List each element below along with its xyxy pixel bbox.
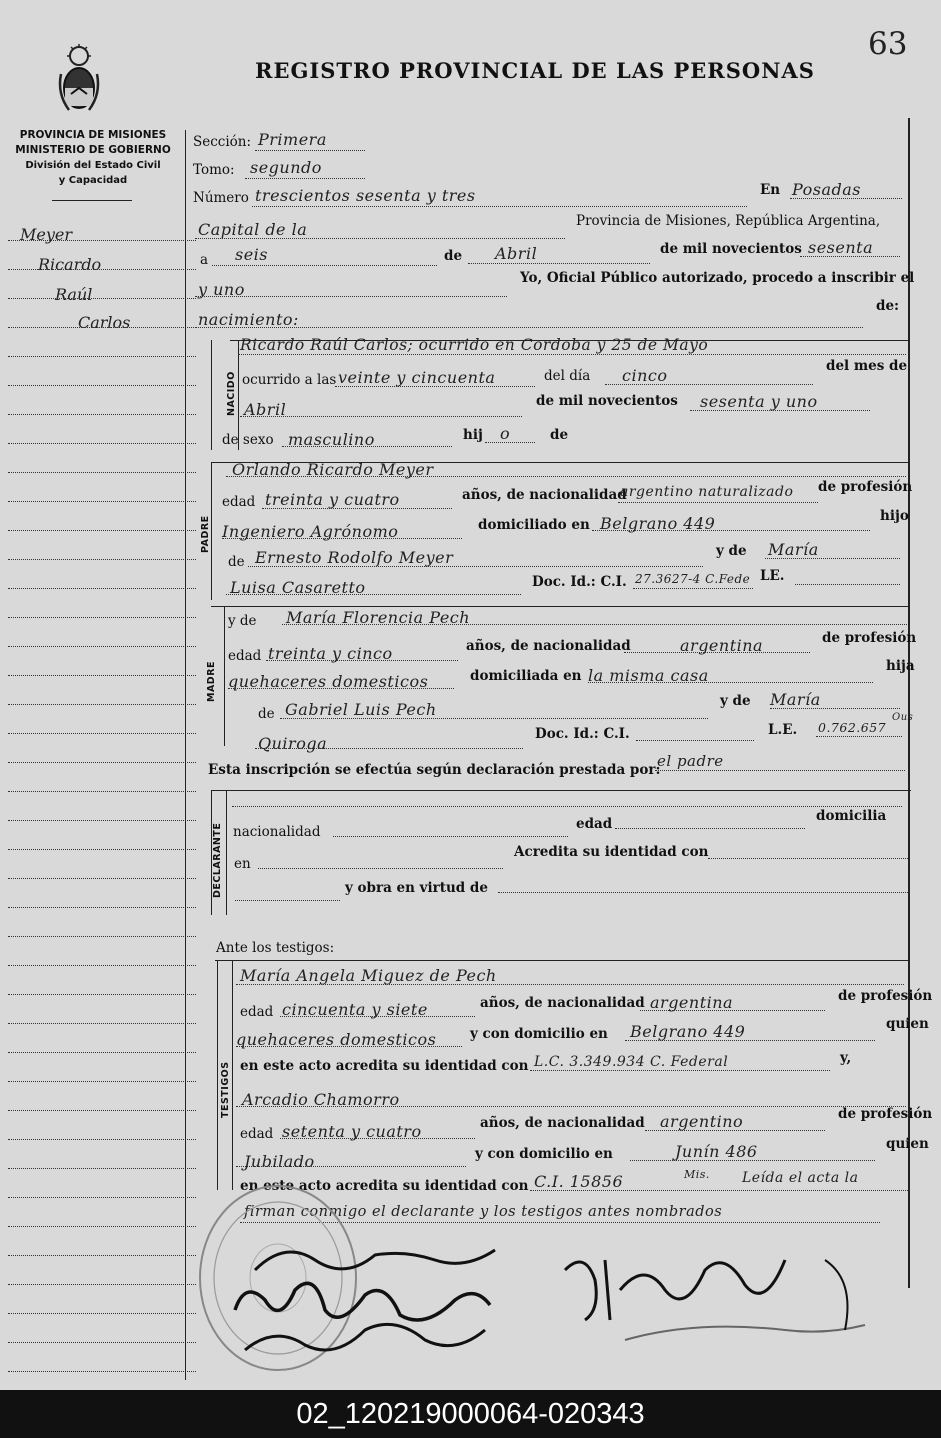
padre-de-label: de bbox=[228, 554, 245, 570]
margin-rule bbox=[8, 907, 196, 908]
header-division: División del Estado Civil bbox=[25, 160, 161, 171]
padre-dom-value: Belgrano 449 bbox=[600, 514, 716, 533]
margin-rule bbox=[8, 1168, 196, 1169]
hora-value: veinte y cincuenta bbox=[338, 368, 496, 387]
de-colon-label: de: bbox=[876, 298, 900, 314]
madre-y-de-label: y de bbox=[228, 613, 257, 629]
margin-rule bbox=[8, 1139, 196, 1140]
margin-rule bbox=[8, 733, 196, 734]
t1-acredita-label: en este acto acredita su identidad con bbox=[240, 1058, 529, 1074]
margin-name-4: Carlos bbox=[78, 313, 131, 332]
padre-doc-label: Doc. Id.: C.I. bbox=[532, 574, 627, 590]
margin-rule bbox=[8, 791, 196, 792]
margin-rule bbox=[8, 1052, 196, 1053]
margin-name-3: Raúl bbox=[55, 285, 93, 304]
t1-quien-label: quien bbox=[886, 1016, 929, 1032]
header-ministry: MINISTERIO DE GOBIERNO bbox=[15, 144, 171, 156]
t2-id-value: C.I. 15856 bbox=[534, 1172, 624, 1191]
margin-rule bbox=[8, 1081, 196, 1082]
de2-label: de bbox=[550, 427, 569, 443]
t1-dom-value: Belgrano 449 bbox=[630, 1022, 746, 1041]
madre-le-value: 0.762.657 bbox=[818, 720, 887, 735]
y-obra-label: y obra en virtud de bbox=[345, 880, 488, 896]
margin-rule bbox=[8, 1342, 196, 1343]
en-label: En bbox=[760, 182, 781, 198]
t2-edad-label: edad bbox=[240, 1126, 274, 1142]
t1-edad-label: edad bbox=[240, 1004, 274, 1020]
madre-de-label: de bbox=[258, 706, 275, 722]
t1-nac-value: argentina bbox=[650, 993, 734, 1012]
anio2-value: y uno bbox=[198, 280, 245, 299]
domiciliada-label: domiciliada en bbox=[470, 668, 582, 684]
testigo2-value: Arcadio Chamorro bbox=[242, 1090, 400, 1109]
dia-value: seis bbox=[235, 245, 269, 264]
testigo1-value: María Angela Miguez de Pech bbox=[240, 966, 497, 985]
margin-rule bbox=[8, 878, 196, 879]
margin-rule bbox=[8, 617, 196, 618]
t2-anos-label: años, de nacionalidad bbox=[480, 1115, 645, 1131]
margin-rule bbox=[8, 994, 196, 995]
margin-rule bbox=[8, 327, 196, 328]
ante-testigos-label: Ante los testigos: bbox=[216, 940, 335, 956]
abuela-m2-value: Quiroga bbox=[258, 734, 328, 753]
t1-id-value: L.C. 3.349.934 C. Federal bbox=[534, 1054, 729, 1070]
abuelo-m-value: Gabriel Luis Pech bbox=[285, 700, 437, 719]
declarante-en-label: en bbox=[234, 856, 251, 872]
abuela-p-value: María bbox=[768, 540, 819, 559]
padre-nac-value: argentino naturalizado bbox=[620, 484, 794, 500]
padre-ci-value: 27.3627-4 C.Fede bbox=[635, 572, 751, 586]
cierre2-value: firman conmigo el declarante y los testigos antes nombrados bbox=[244, 1204, 723, 1220]
hij-label: hij bbox=[463, 427, 483, 443]
margin-rule bbox=[8, 820, 196, 821]
margin-rule bbox=[8, 1284, 196, 1285]
t2-edad-value: setenta y cuatro bbox=[282, 1122, 422, 1141]
anio-nac-value: sesenta y uno bbox=[700, 392, 818, 411]
margin-rule bbox=[8, 646, 196, 647]
t2-dom-label: y con domicilio en bbox=[475, 1146, 613, 1162]
nacido-side-label: NACIDO bbox=[226, 371, 237, 416]
hij-suffix-value: o bbox=[500, 424, 511, 443]
margin-rule bbox=[8, 356, 196, 357]
padre-prof-label: de profesión bbox=[818, 479, 913, 495]
margin-rule bbox=[8, 675, 196, 676]
a-label: a bbox=[200, 252, 209, 268]
madre-anos-label: años, de nacionalidad bbox=[466, 638, 631, 654]
madre-le-label: L.E. bbox=[768, 722, 798, 738]
del-mes-label: del mes de bbox=[826, 358, 908, 374]
margin-rule bbox=[8, 269, 196, 270]
t2-nac-value: argentino bbox=[660, 1112, 744, 1131]
margin-rule bbox=[8, 936, 196, 937]
t2-acredita-label: en este acto acredita su identidad con bbox=[240, 1178, 529, 1194]
de-label: de bbox=[444, 248, 463, 264]
inscripcion-label: Esta inscripción se efectúa según declaración prestada por: bbox=[208, 762, 661, 778]
margin-rule bbox=[8, 530, 196, 531]
hijo-label: hijo bbox=[880, 508, 909, 524]
margin-rule bbox=[8, 1023, 196, 1024]
abuela-p2-value: Luisa Casaretto bbox=[230, 578, 366, 597]
margin-rule bbox=[8, 965, 196, 966]
header-capacity: y Capacidad bbox=[58, 175, 128, 186]
declarante-nac-label: nacionalidad bbox=[233, 824, 321, 840]
tomo-label: Tomo: bbox=[193, 162, 235, 178]
ocurrido-label: ocurrido a las bbox=[242, 372, 337, 388]
margin-rule bbox=[8, 240, 196, 241]
declarante-side-label: DECLARANTE bbox=[212, 822, 223, 898]
mes-nac-value: Abril bbox=[244, 400, 287, 419]
en-city-value: Posadas bbox=[792, 180, 861, 199]
seccion-label: Sección: bbox=[193, 134, 252, 150]
t2-prof-value: Jubilado bbox=[244, 1152, 315, 1171]
margin-rule bbox=[8, 762, 196, 763]
padre-anos-label: años, de nacionalidad bbox=[462, 487, 627, 503]
t1-dom-label: y con domicilio en bbox=[470, 1026, 608, 1042]
margin-rule bbox=[8, 443, 196, 444]
t1-y-label: y, bbox=[840, 1050, 852, 1066]
padre-side-label: PADRE bbox=[200, 515, 211, 553]
margin-rule bbox=[8, 1313, 196, 1314]
page-number: 63 bbox=[868, 26, 908, 62]
t1-prof-value: quehaceres domesticos bbox=[236, 1030, 437, 1049]
madre-y-de2-label: y de bbox=[720, 693, 751, 709]
padre-edad-label: edad bbox=[222, 494, 256, 510]
nacido-nombre-value: Ricardo Raúl Carlos; ocurrido en Cordoba y 25 de Mayo bbox=[240, 336, 709, 354]
madre-side-label: MADRE bbox=[206, 661, 217, 702]
domiciliado-label: domiciliado en bbox=[478, 517, 590, 533]
madre-nac-value: argentina bbox=[680, 636, 764, 655]
margin-rule bbox=[8, 1371, 196, 1372]
padre-prof-value: Ingeniero Agrónomo bbox=[222, 522, 399, 541]
t2-prof-label: de profesión bbox=[838, 1106, 933, 1122]
document-title: REGISTRO PROVINCIAL DE LAS PERSONAS bbox=[255, 58, 815, 83]
mes-value: Abril bbox=[495, 244, 538, 263]
signature-icon bbox=[225, 1230, 905, 1370]
margin-name-2: Ricardo bbox=[38, 255, 102, 274]
t2-quien-label: quien bbox=[886, 1136, 929, 1152]
margin-rule bbox=[8, 1226, 196, 1227]
hija-label: hija bbox=[886, 658, 915, 674]
acto-value: nacimiento: bbox=[198, 310, 299, 329]
margin-rule bbox=[8, 472, 196, 473]
margin-rule bbox=[8, 704, 196, 705]
argentine-crest-icon bbox=[55, 44, 103, 116]
madre-dom-value: la misma casa bbox=[588, 666, 709, 685]
declarante-domicilia-label: domicilia bbox=[816, 808, 887, 824]
margin-rule bbox=[8, 1197, 196, 1198]
cierre1-value: Leída el acta la bbox=[742, 1170, 859, 1186]
tomo-value: segundo bbox=[250, 158, 322, 177]
acredita-label: Acredita su identidad con bbox=[514, 844, 709, 860]
t1-edad-value: cincuenta y siete bbox=[282, 1000, 428, 1019]
anio-value: sesenta bbox=[808, 238, 874, 257]
madre-prof-label: de profesión bbox=[822, 630, 917, 646]
sexo-label: de sexo bbox=[222, 432, 274, 448]
abuela-m-value: María bbox=[770, 690, 821, 709]
margin-rule bbox=[8, 298, 196, 299]
sexo-value: masculino bbox=[288, 430, 375, 449]
abuelo-p-value: Ernesto Rodolfo Meyer bbox=[255, 548, 454, 567]
margin-rule bbox=[8, 1255, 196, 1256]
margin-rule bbox=[8, 849, 196, 850]
numero-label: Número bbox=[193, 190, 249, 206]
madre-nombre-value: María Florencia Pech bbox=[286, 608, 471, 627]
padre-y-de-label: y de bbox=[716, 543, 747, 559]
seccion-value: Primera bbox=[258, 130, 327, 149]
t1-prof-label: de profesión bbox=[838, 988, 933, 1004]
t1-anos-label: años, de nacionalidad bbox=[480, 995, 645, 1011]
dia-nac-value: cinco bbox=[622, 366, 668, 385]
declarante-edad-label: edad bbox=[576, 816, 613, 832]
footer-code: 02_120219000064-020343 bbox=[0, 1390, 941, 1438]
yo-oficial-label: Yo, Oficial Público autorizado, procedo a inscribir el bbox=[520, 270, 915, 286]
numero-value: trescientos sesenta y tres bbox=[255, 186, 476, 205]
madre-le-suffix: Ous bbox=[892, 712, 914, 723]
margin-rule bbox=[8, 414, 196, 415]
del-dia-label: del día bbox=[544, 368, 591, 384]
t2-id-suffix: Mis. bbox=[684, 1168, 710, 1181]
header-province: PROVINCIA DE MISIONES bbox=[19, 129, 167, 141]
padre-edad-value: treinta y cuatro bbox=[265, 490, 400, 509]
testigos-side-label: TESTIGOS bbox=[220, 1061, 231, 1118]
madre-prof-value: quehaceres domesticos bbox=[228, 672, 429, 691]
margin-rule bbox=[8, 501, 196, 502]
t2-dom-value: Junín 486 bbox=[675, 1142, 758, 1161]
madre-edad-label: edad bbox=[228, 648, 262, 664]
madre-edad-value: treinta y cinco bbox=[268, 644, 393, 663]
provincia-label: Provincia de Misiones, República Argentina, bbox=[576, 213, 881, 229]
padre-le-label: LE. bbox=[760, 568, 785, 584]
margin-rule bbox=[8, 385, 196, 386]
de-mil-nac-label: de mil novecientos bbox=[536, 393, 678, 409]
padre-nombre-value: Orlando Ricardo Meyer bbox=[232, 460, 434, 479]
de-mil-label: de mil novecientos bbox=[660, 241, 802, 257]
margin-rule bbox=[8, 1110, 196, 1111]
madre-doc-label: Doc. Id.: C.I. bbox=[535, 726, 630, 742]
margin-rule bbox=[8, 559, 196, 560]
margin-name-1: Meyer bbox=[20, 225, 73, 244]
margin-rule bbox=[8, 588, 196, 589]
declarante-value: el padre bbox=[657, 752, 724, 770]
capital-value: Capital de la bbox=[198, 220, 308, 239]
